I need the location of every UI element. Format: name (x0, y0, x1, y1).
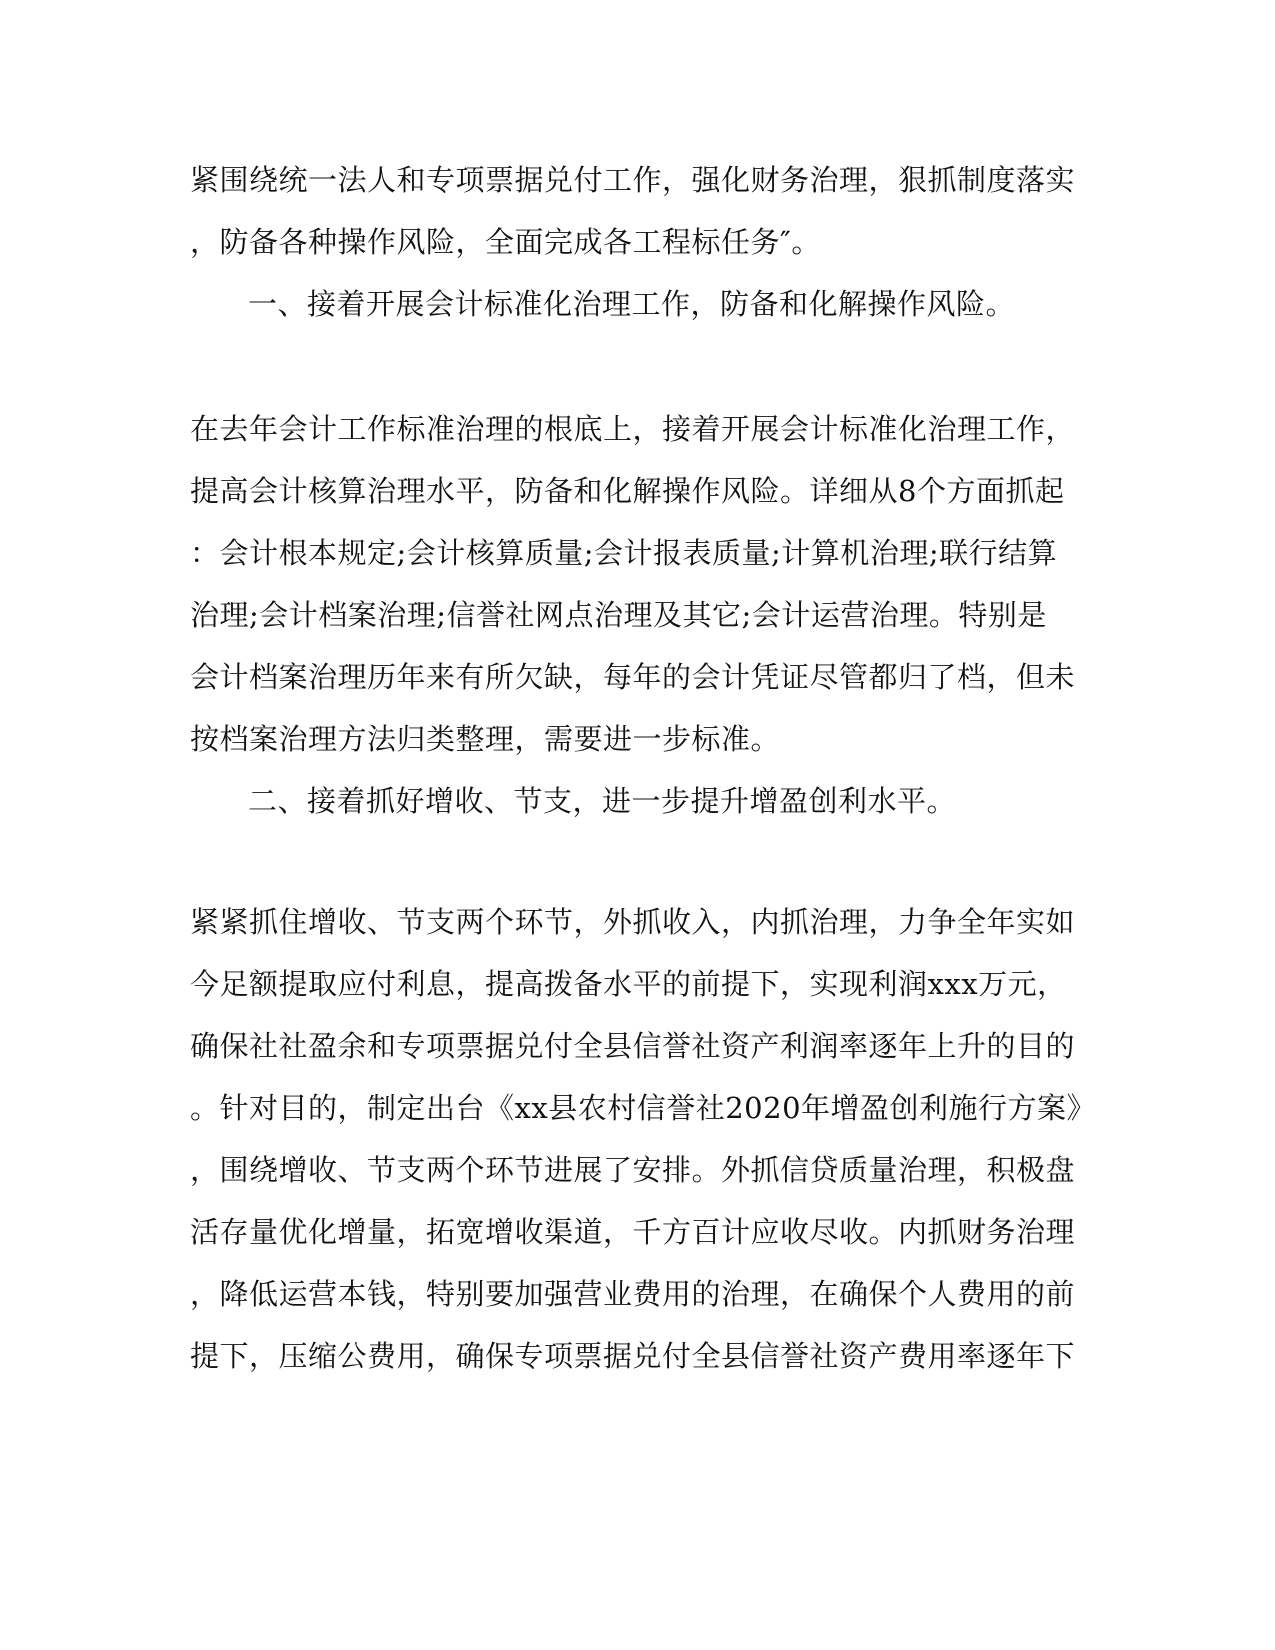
paragraph-line: 按档案治理方法归类整理，需要进一步标准。 (190, 722, 781, 756)
paragraph-line: 确保社社盈余和专项票据兑付全县信誉社资产利润率逐年上升的目的 (190, 1029, 1076, 1063)
paragraph-line: 活存量优化增量，拓宽增收渠道，千方百计应收尽收。内抓财务治理 (190, 1215, 1076, 1249)
paragraph-line: ：会计根本规定;会计核算质量;会计报表质量;计算机治理;联行结算 (190, 536, 1058, 570)
paragraph-line: 在去年会计工作标准治理的根底上，接着开展会计标准化治理工作， (190, 412, 1076, 446)
paragraph-line: 紧围绕统一法人和专项票据兑付工作，强化财务治理，狠抓制度落实 (190, 163, 1076, 197)
paragraph-line: 治理;会计档案治理;信誉社网点治理及其它;会计运营治理。特别是 (190, 598, 1047, 632)
paragraph-line: 提高会计核算治理水平，防备和化解操作风险。详细从8个方面抓起 (190, 474, 1065, 508)
paragraph-line: 今足额提取应付利息，提高拨备水平的前提下，实现利润xxx万元， (190, 967, 1067, 1001)
paragraph-line: ，降低运营本钱，特别要加强营业费用的治理，在确保个人费用的前 (190, 1277, 1076, 1311)
paragraph-line: ，防备各种操作风险，全面完成各工程标任务″。 (190, 225, 821, 259)
section-heading-2: 二、接着抓好增收、节支，进一步提升增盈创利水平。 (248, 784, 957, 818)
paragraph-line: 会计档案治理历年来有所欠缺，每年的会计凭证尽管都归了档，但未 (190, 660, 1076, 694)
paragraph-line: ，围绕增收、节支两个环节进展了安排。外抓信贷质量治理，积极盘 (190, 1153, 1076, 1187)
section-heading-1: 一、接着开展会计标准化治理工作，防备和化解操作风险。 (248, 287, 1016, 321)
paragraph-line: 。针对目的，制定出台《xx县农村信誉社2020年增盈创利施行方案》 (190, 1091, 1097, 1125)
paragraph-line: 提下，压缩公费用，确保专项票据兑付全县信誉社资产费用率逐年下 (190, 1339, 1076, 1373)
paragraph-line: 紧紧抓住增收、节支两个环节，外抓收入，内抓治理，力争全年实如 (190, 905, 1076, 939)
